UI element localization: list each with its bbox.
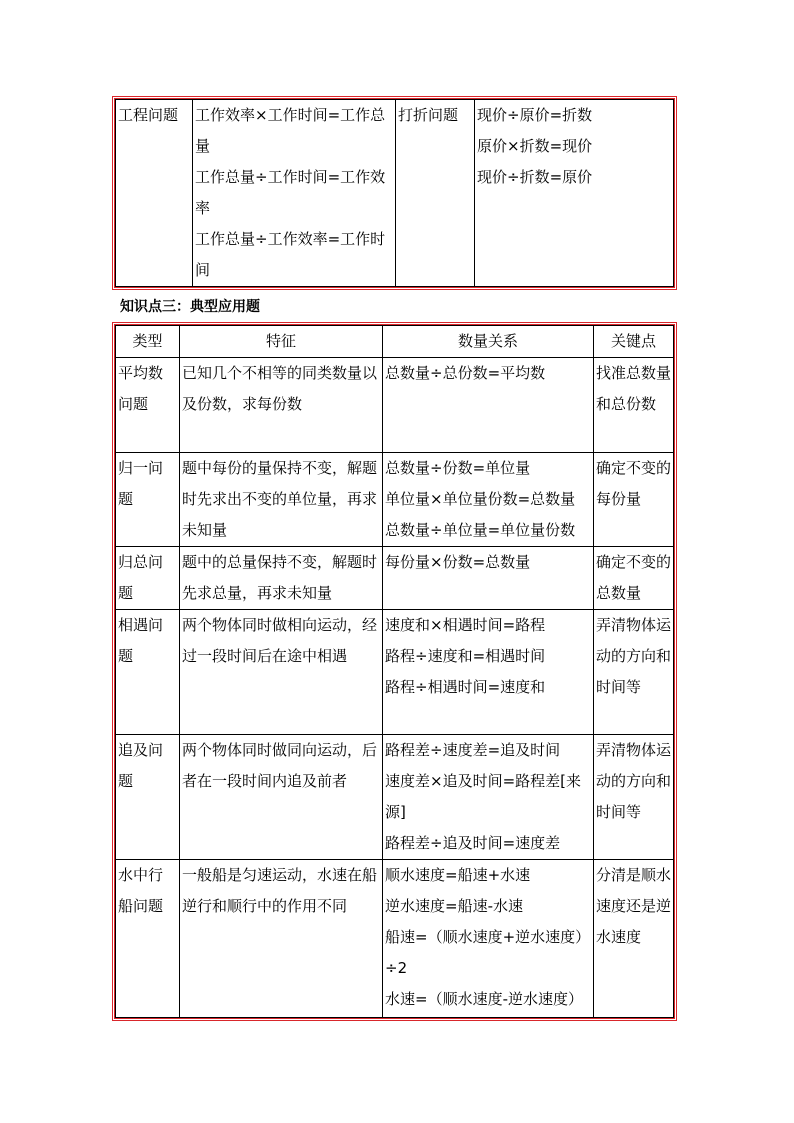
feature-cell: 两个物体同时做同向运动，后者在一段时间内追及前者	[180, 735, 383, 860]
key-cell: 找准总数量和总份数	[594, 358, 674, 453]
key-cell: 分清是顺水速度还是逆水速度	[594, 860, 674, 1018]
type-cell: 相遇问题	[116, 610, 180, 735]
key-cell: 确定不变的总数量	[594, 547, 674, 610]
formula-line: 原价×折数=现价	[477, 137, 593, 155]
relation-line: 顺水速度=船速+水速	[385, 866, 531, 884]
relation-line: 路程差÷速度差=追及时间	[385, 741, 561, 759]
relation-cell	[383, 547, 594, 610]
section-title: 知识点三：典型应用题	[120, 299, 260, 315]
type-cell: 归总问题	[116, 547, 180, 610]
header-type: 类型	[116, 326, 180, 358]
formula-table-1	[112, 96, 677, 290]
header-row	[116, 326, 674, 358]
relation-line: 总数量÷单位量=单位量份数	[385, 521, 576, 539]
engineering-title-cell: 工程问题	[116, 100, 193, 287]
relation-cell	[383, 453, 594, 547]
type-cell: 归一问题	[116, 453, 180, 547]
relation-line: 路程差÷追及时间=速度差	[385, 834, 561, 852]
feature-cell: 两个物体同时做相向运动，经过一段时间后在途中相遇	[180, 610, 383, 735]
type-cell: 水中行船问题	[116, 860, 180, 1018]
table-row	[116, 453, 674, 547]
relation-line: 路程÷速度和=相遇时间	[385, 647, 546, 665]
relation-cell	[383, 735, 594, 860]
table-row	[116, 860, 674, 1018]
relation-line: 单位量×单位量份数=总数量	[385, 490, 576, 508]
formula-line: 工作总量÷工作时间=工作效率	[195, 168, 386, 217]
table-row	[116, 100, 674, 287]
header-key: 关键点	[594, 326, 674, 358]
relation-cell	[383, 610, 594, 735]
formula-line: 工作效率×工作时间=工作总量	[195, 106, 386, 155]
table-row	[116, 358, 674, 453]
key-cell: 弄清物体运动的方向和时间等	[594, 610, 674, 735]
relation-line: 速度差×追及时间=路程差[来源]	[385, 772, 581, 821]
relation-line: 路程÷相遇时间=速度和	[385, 678, 546, 696]
feature-cell: 题中的总量保持不变，解题时先求总量，再求未知量	[180, 547, 383, 610]
key-cell: 弄清物体运动的方向和时间等	[594, 735, 674, 860]
discount-title-cell: 打折问题	[396, 100, 475, 287]
table-row	[116, 610, 674, 735]
feature-cell: 已知几个不相等的同类数量以及份数，求每份数	[180, 358, 383, 453]
relation-line: 水速=（顺水速度-逆水速度）	[385, 990, 583, 1008]
relation-cell	[383, 358, 594, 453]
relation-line: 总数量÷总份数=平均数	[385, 364, 546, 382]
formula-line: 现价÷折数=原价	[477, 168, 593, 186]
engineering-formulas-cell	[193, 100, 396, 287]
relation-line: 逆水速度=船速-水速	[385, 897, 523, 915]
relation-line: 总数量÷份数=单位量	[385, 459, 531, 477]
type-cell: 追及问题	[116, 735, 180, 860]
key-cell: 确定不变的每份量	[594, 453, 674, 547]
table-1	[115, 99, 674, 287]
feature-cell: 题中每份的量保持不变，解题时先求出不变的单位量，再求未知量	[180, 453, 383, 547]
type-cell: 平均数问题	[116, 358, 180, 453]
relation-line: 每份量×份数=总数量	[385, 553, 531, 571]
table-row	[116, 735, 674, 860]
table-row	[116, 547, 674, 610]
formula-line: 工作总量÷工作效率=工作时间	[195, 230, 386, 279]
discount-formulas-cell	[475, 100, 674, 287]
formula-line: 现价÷原价=折数	[477, 106, 593, 124]
header-relation: 数量关系	[383, 326, 594, 358]
feature-cell: 一般船是匀速运动，水速在船逆行和顺行中的作用不同	[180, 860, 383, 1018]
table-2	[115, 325, 674, 1018]
relation-line: 船速=（顺水速度+逆水速度）÷2	[385, 928, 591, 977]
header-feature: 特征	[180, 326, 383, 358]
application-problems-table	[112, 322, 677, 1021]
relation-cell	[383, 860, 594, 1018]
relation-line: 速度和×相遇时间=路程	[385, 616, 546, 634]
